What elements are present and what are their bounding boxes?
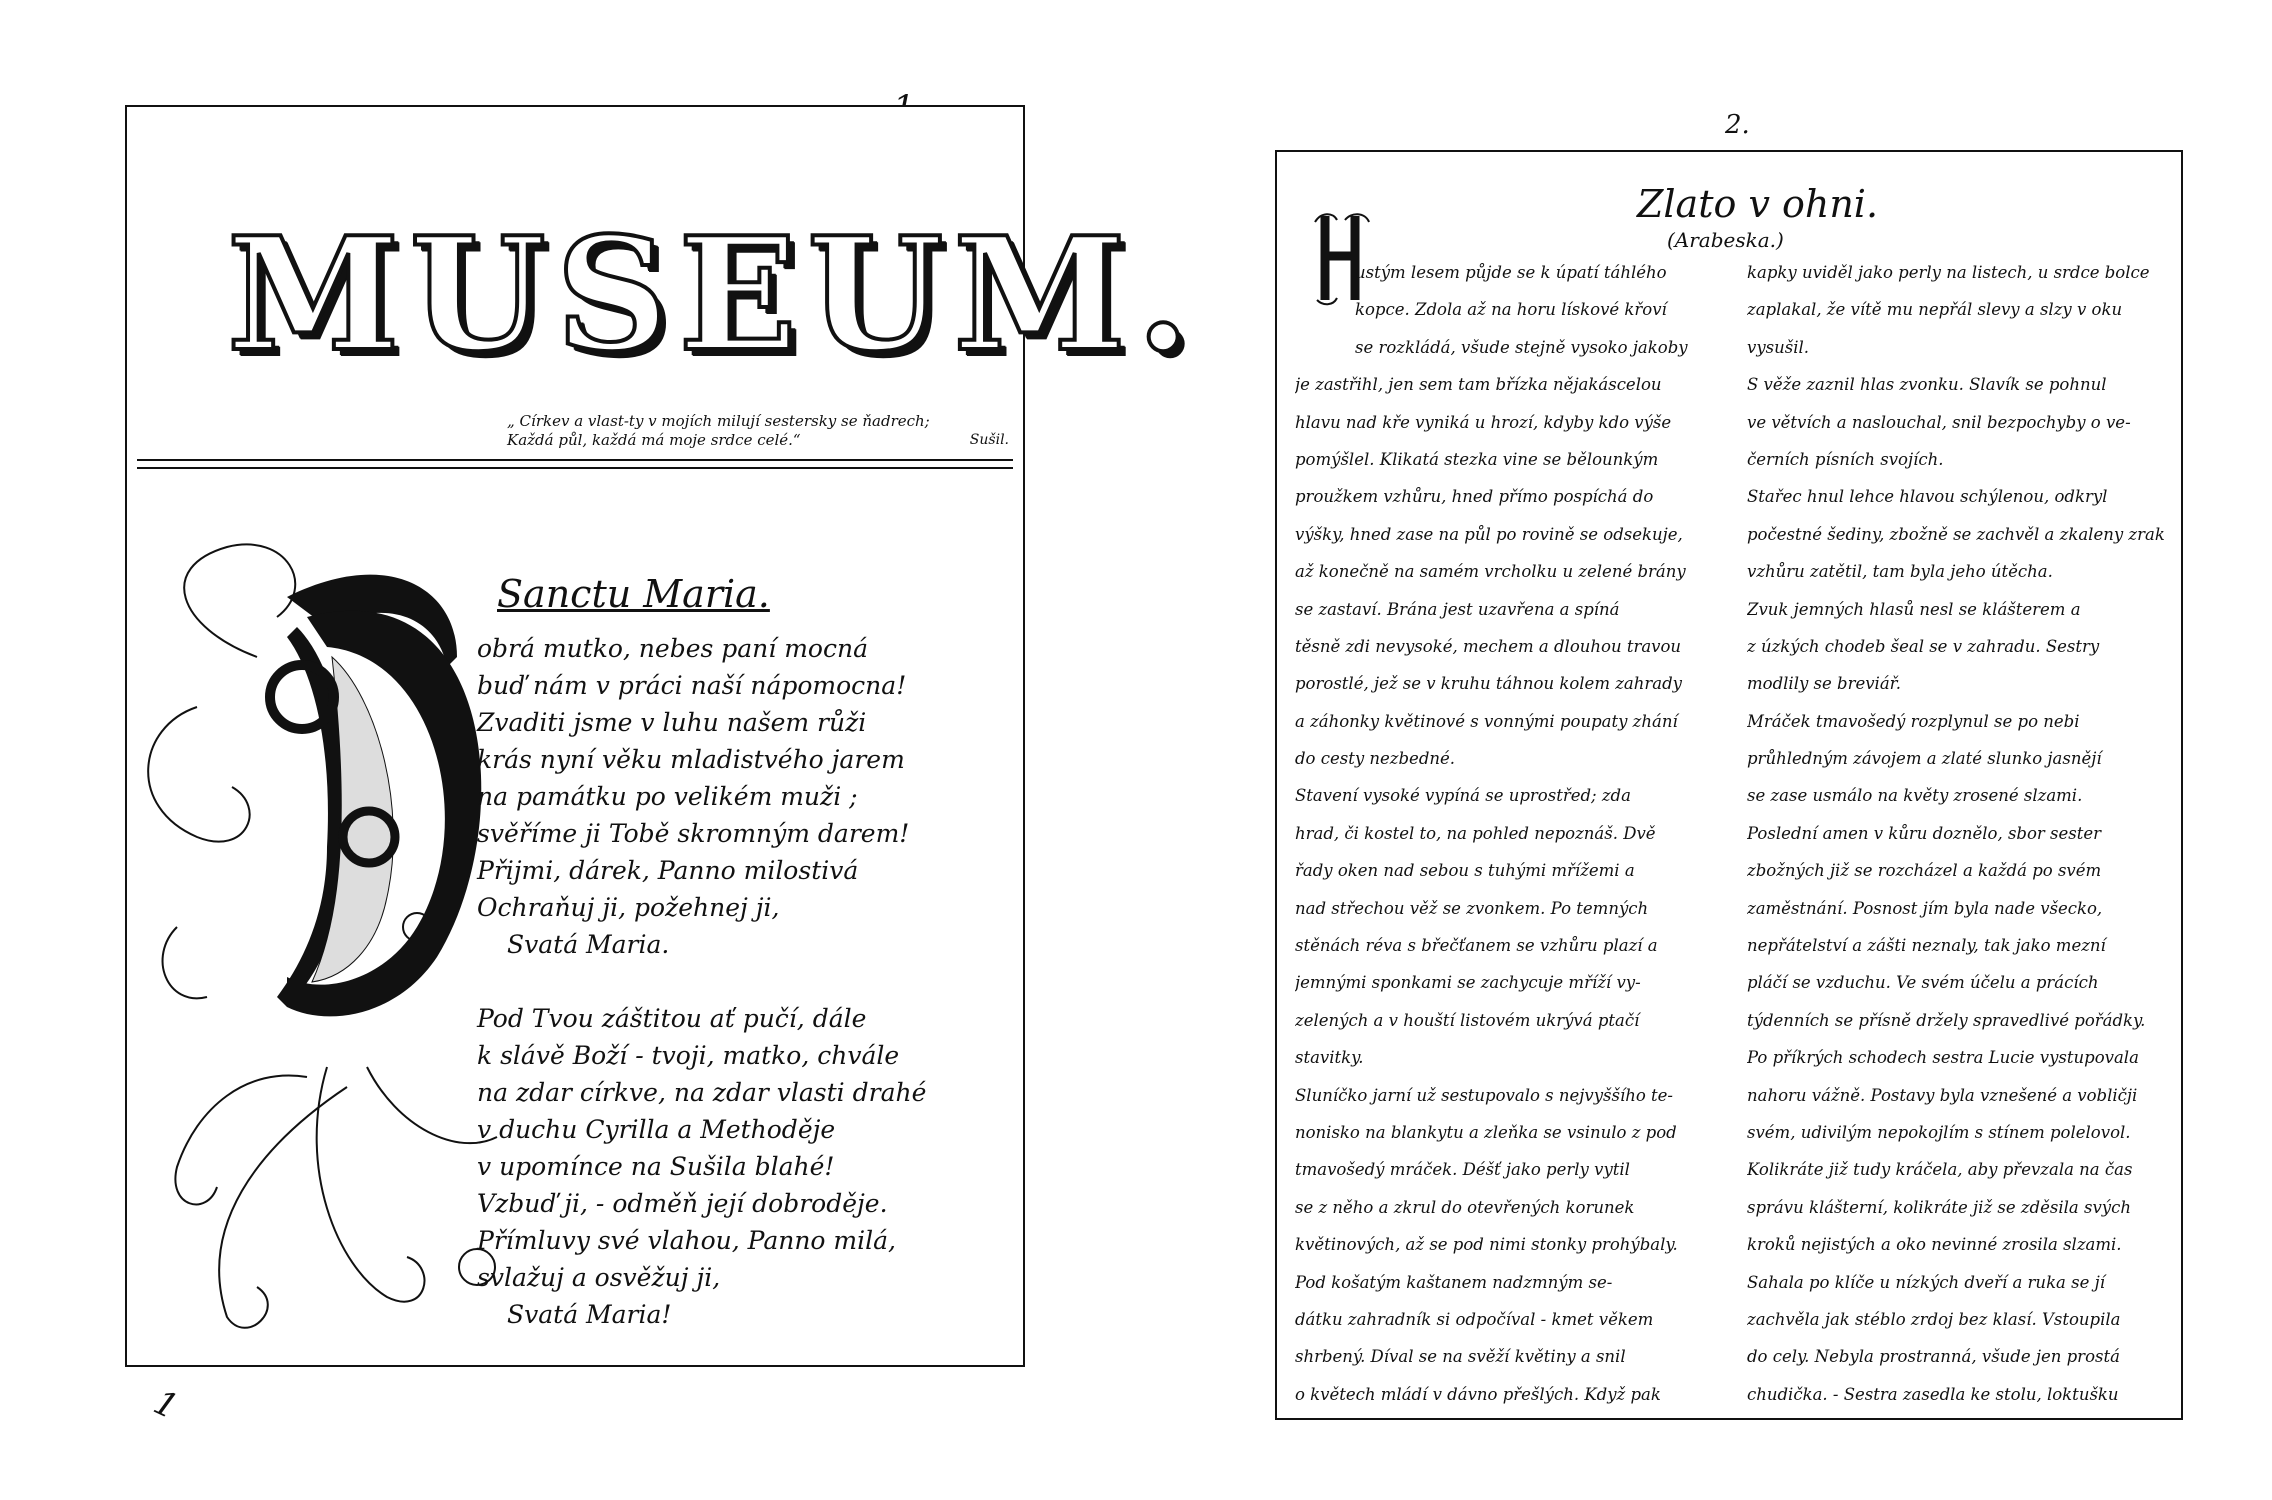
poem-line: obrá mutko, nebes paní mocná [477,634,868,663]
text-line: ve větvích a naslouchal, snil bezpochyby o ve- [1747,412,2131,432]
divider-rule [137,459,1013,461]
text-line: porostlé, jež se v kruhu táhnou kolem zahrady [1295,674,1682,694]
text-line: zaměstnání. Posnost jím byla nade všecko, [1747,898,2103,918]
text-line: modlily se breviář. [1747,674,1901,694]
divider-rule [137,467,1013,469]
poem-title: Sanctu Maria. [497,572,770,616]
text-line: se z něho a zkrul do otevřených korunek [1295,1197,1635,1217]
text-line: a záhonky květinové s vonnými poupaty zhání [1295,711,1678,731]
text-line: Stavení vysoké vypíná se uprostřed; zda [1295,786,1631,806]
story-subtitle: (Arabeska.) [1667,228,1784,252]
text-line: až konečně na samém vrcholku u zelené brány [1295,562,1686,582]
text-line: do cely. Nebyla prostranná, všude jen prostá [1747,1347,2120,1367]
poem-line: Vzbuď ji, - odměň její dobroděje. [477,1189,888,1218]
motto-line: Každá půl, každá má moje srdce celé.“ [507,431,801,449]
text-line: tmavošedý mráček. Déšť jako perly vytil [1295,1160,1630,1180]
text-line: průhledným závojem a zlaté slunko jasnějí [1747,749,2102,769]
text-line: správu klášterní, kolikráte již se zděsila svých [1747,1197,2131,1217]
text-line: S věže zaznil hlas zvonku. Slavík se pohnul [1747,375,2107,395]
poem-line: v upomínce na Sušila blahé! [477,1152,835,1181]
right-page [1275,150,2183,1420]
poem-line: Přijmi, dárek, Panno milostivá [477,856,859,885]
text-line: hlavu nad kře vyniká u hrozí, kdyby kdo výše [1295,412,1672,432]
poem-line: Pod Tvou záštitou ať pučí, dále [477,1004,867,1033]
poem-line: Svatá Maria. [507,930,670,959]
text-line: stavitky. [1295,1048,1364,1068]
text-line: proužkem vzhůru, hned přímo pospíchá do [1295,487,1654,507]
text-line: se zastaví. Brána jest uzavřena a spíná [1295,599,1620,619]
text-line: dátku zahradník si odpočíval - kmet věkem [1295,1309,1654,1329]
text-line: Poslední amen v kůru doznělo, sbor sester [1747,823,2102,843]
text-line: týdenních se přísně držely spravedlivé pořádky. [1747,1010,2146,1030]
text-line: těsně zdi nevysoké, mechem a dlouhou travou [1295,636,1682,656]
left-page [125,105,1201,1367]
poem-line: Ochraňuj ji, požehnej ji, [477,893,780,922]
text-line: ustým lesem půjde se k úpatí táhlého [1355,263,1667,282]
story-title: Zlato v ohni. [1637,182,1879,226]
text-line: kroků nejistých a oko nevinné zrosila slzami. [1747,1235,2122,1255]
poem-line: Svatá Maria! [507,1300,672,1329]
text-line: je zastřihl, jen sem tam břízka nějakáscelou [1295,375,1662,395]
text-line: nad střechou věž se zvonkem. Po temných [1295,898,1649,918]
poem-line: Zvaditi jsme v luhu našem růži [477,708,867,737]
text-line: Zvuk jemných hlasů nesl se klášterem a [1747,599,2081,619]
poem-line: krás nyní věku mladistvého jarem [477,745,905,774]
text-line: Po příkrých schodech sestra Lucie vystupovala [1747,1048,2139,1068]
text-line: květinových, až se pod nimi stonky prohýbaly. [1295,1235,1678,1255]
text-line: jemnými sponkami se zachycuje mříží vy- [1295,973,1641,993]
text-column-left [1295,254,1715,1413]
text-line: Sahala po klíče u nízkých dveří a ruka se jí [1747,1272,2106,1292]
text-line: pomýšlel. Klikatá stezka vine se bělounkým [1295,449,1659,469]
text-line: černích písních svojích. [1747,449,1944,469]
poem-line: v duchu Cyrilla a Methoděje [477,1115,836,1144]
text-line: zaplakal, že vítě mu nepřál slevy a slzy v oku [1747,300,2123,320]
left-page-mark-bottom: 1 [147,1382,185,1428]
text-line: Pod košatým kaštanem nadzmným se- [1295,1272,1613,1292]
text-line: zbožných již se rozcházel a každá po svém [1747,861,2102,881]
text-line: stěnách réva s břečťanem se vzhůru plazí a [1295,936,1658,956]
text-line: z úzkých chodeb šeal se v zahradu. Sestry [1747,636,2100,656]
text-line: Sluníčko jarní už sestupovalo s nejvyššího te- [1295,1085,1674,1105]
poem-line: svlažuj a osvěžuj ji, [477,1263,721,1292]
text-line: kapky uviděl jako perly na listech, u srdce bolce [1747,263,2150,282]
text-line: řady oken nad sebou s tuhými mřížemi a [1295,861,1635,881]
text-line: shrbený. Díval se na svěží květiny a snil [1295,1347,1626,1367]
text-line: do cesty nezbedné. [1295,749,1456,769]
masthead-motto [507,412,1007,450]
text-line: výšky, hned zase na půl po rovině se odsekuje, [1295,524,1683,544]
text-line: zelených a v houští listovém ukrývá ptačí [1295,1010,1640,1030]
text-line: se rozkládá, všude stejně vysoko jakoby [1355,337,1688,357]
page-number: 2. [1725,110,1750,140]
text-line: vzhůru zatětil, tam byla jeho útěcha. [1747,562,2053,582]
poem-line: na zdar církve, na zdar vlasti drahé [477,1078,927,1107]
text-line: počestné šediny, zbožně se zachvěl a zkaleny zrak [1747,524,2165,544]
text-line: kopce. Zdola až na horu lískové křoví [1355,300,1667,320]
text-line: nonisko na blankytu a zleňka se vsinulo z pod [1295,1122,1677,1142]
text-line: svém, udivilým nepokojlím s stínem polelovol. [1747,1122,2131,1142]
text-line: hrad, či kostel to, na pohled nepoznáš. Dvě [1295,823,1656,843]
text-line: nepřátelství a zášti neznaly, tak jako mezní [1747,936,2106,956]
poem-line: svěříme ji Tobě skromným darem! [477,819,910,848]
poem-line: na památku po velikém muži ; [477,782,858,811]
text-line: se zase usmálo na květy zrosené slzami. [1747,786,2083,806]
text-column-right [1747,254,2167,1413]
motto-line: „ Církev a vlast-ty v mojích milují sestersky se ňadrech; [507,412,930,430]
poem-line: Přímluvy své vlahou, Panno milá, [477,1226,896,1255]
text-line: chudička. - Sestra zasedla ke stolu, loktušku [1747,1384,2119,1404]
text-line: pláčí se vzduchu. Ve svém účelu a prácích [1747,973,2099,993]
text-line: Kolikráte již tudy kráčela, aby převzala na čas [1747,1160,2133,1180]
motto-author: Sušil. [969,432,1009,448]
text-line: Mráček tmavošedý rozplynul se po nebi [1747,711,2080,731]
masthead-title: MUSEUM. [227,203,1201,386]
text-line: nahoru vážně. Postavy byla vznešené a vobličji [1747,1085,2138,1105]
poem-line: k slávě Boží - tvoji, matko, chvále [477,1041,900,1070]
text-line: vysušil. [1747,337,1810,357]
text-line: zachvěla jak stéblo zrdoj bez klasí. Vstoupila [1747,1309,2121,1329]
poem-line: buď nám v práci naší nápomocna! [477,671,907,700]
masthead [227,203,1201,407]
poem-stanza-1 [477,630,997,963]
text-line: o květech mládí v dávno přešlých. Když pak [1295,1384,1661,1404]
poem-stanza-2 [477,1000,997,1333]
text-line: Stařec hnul lehce hlavou schýlenou, odkryl [1747,487,2108,507]
